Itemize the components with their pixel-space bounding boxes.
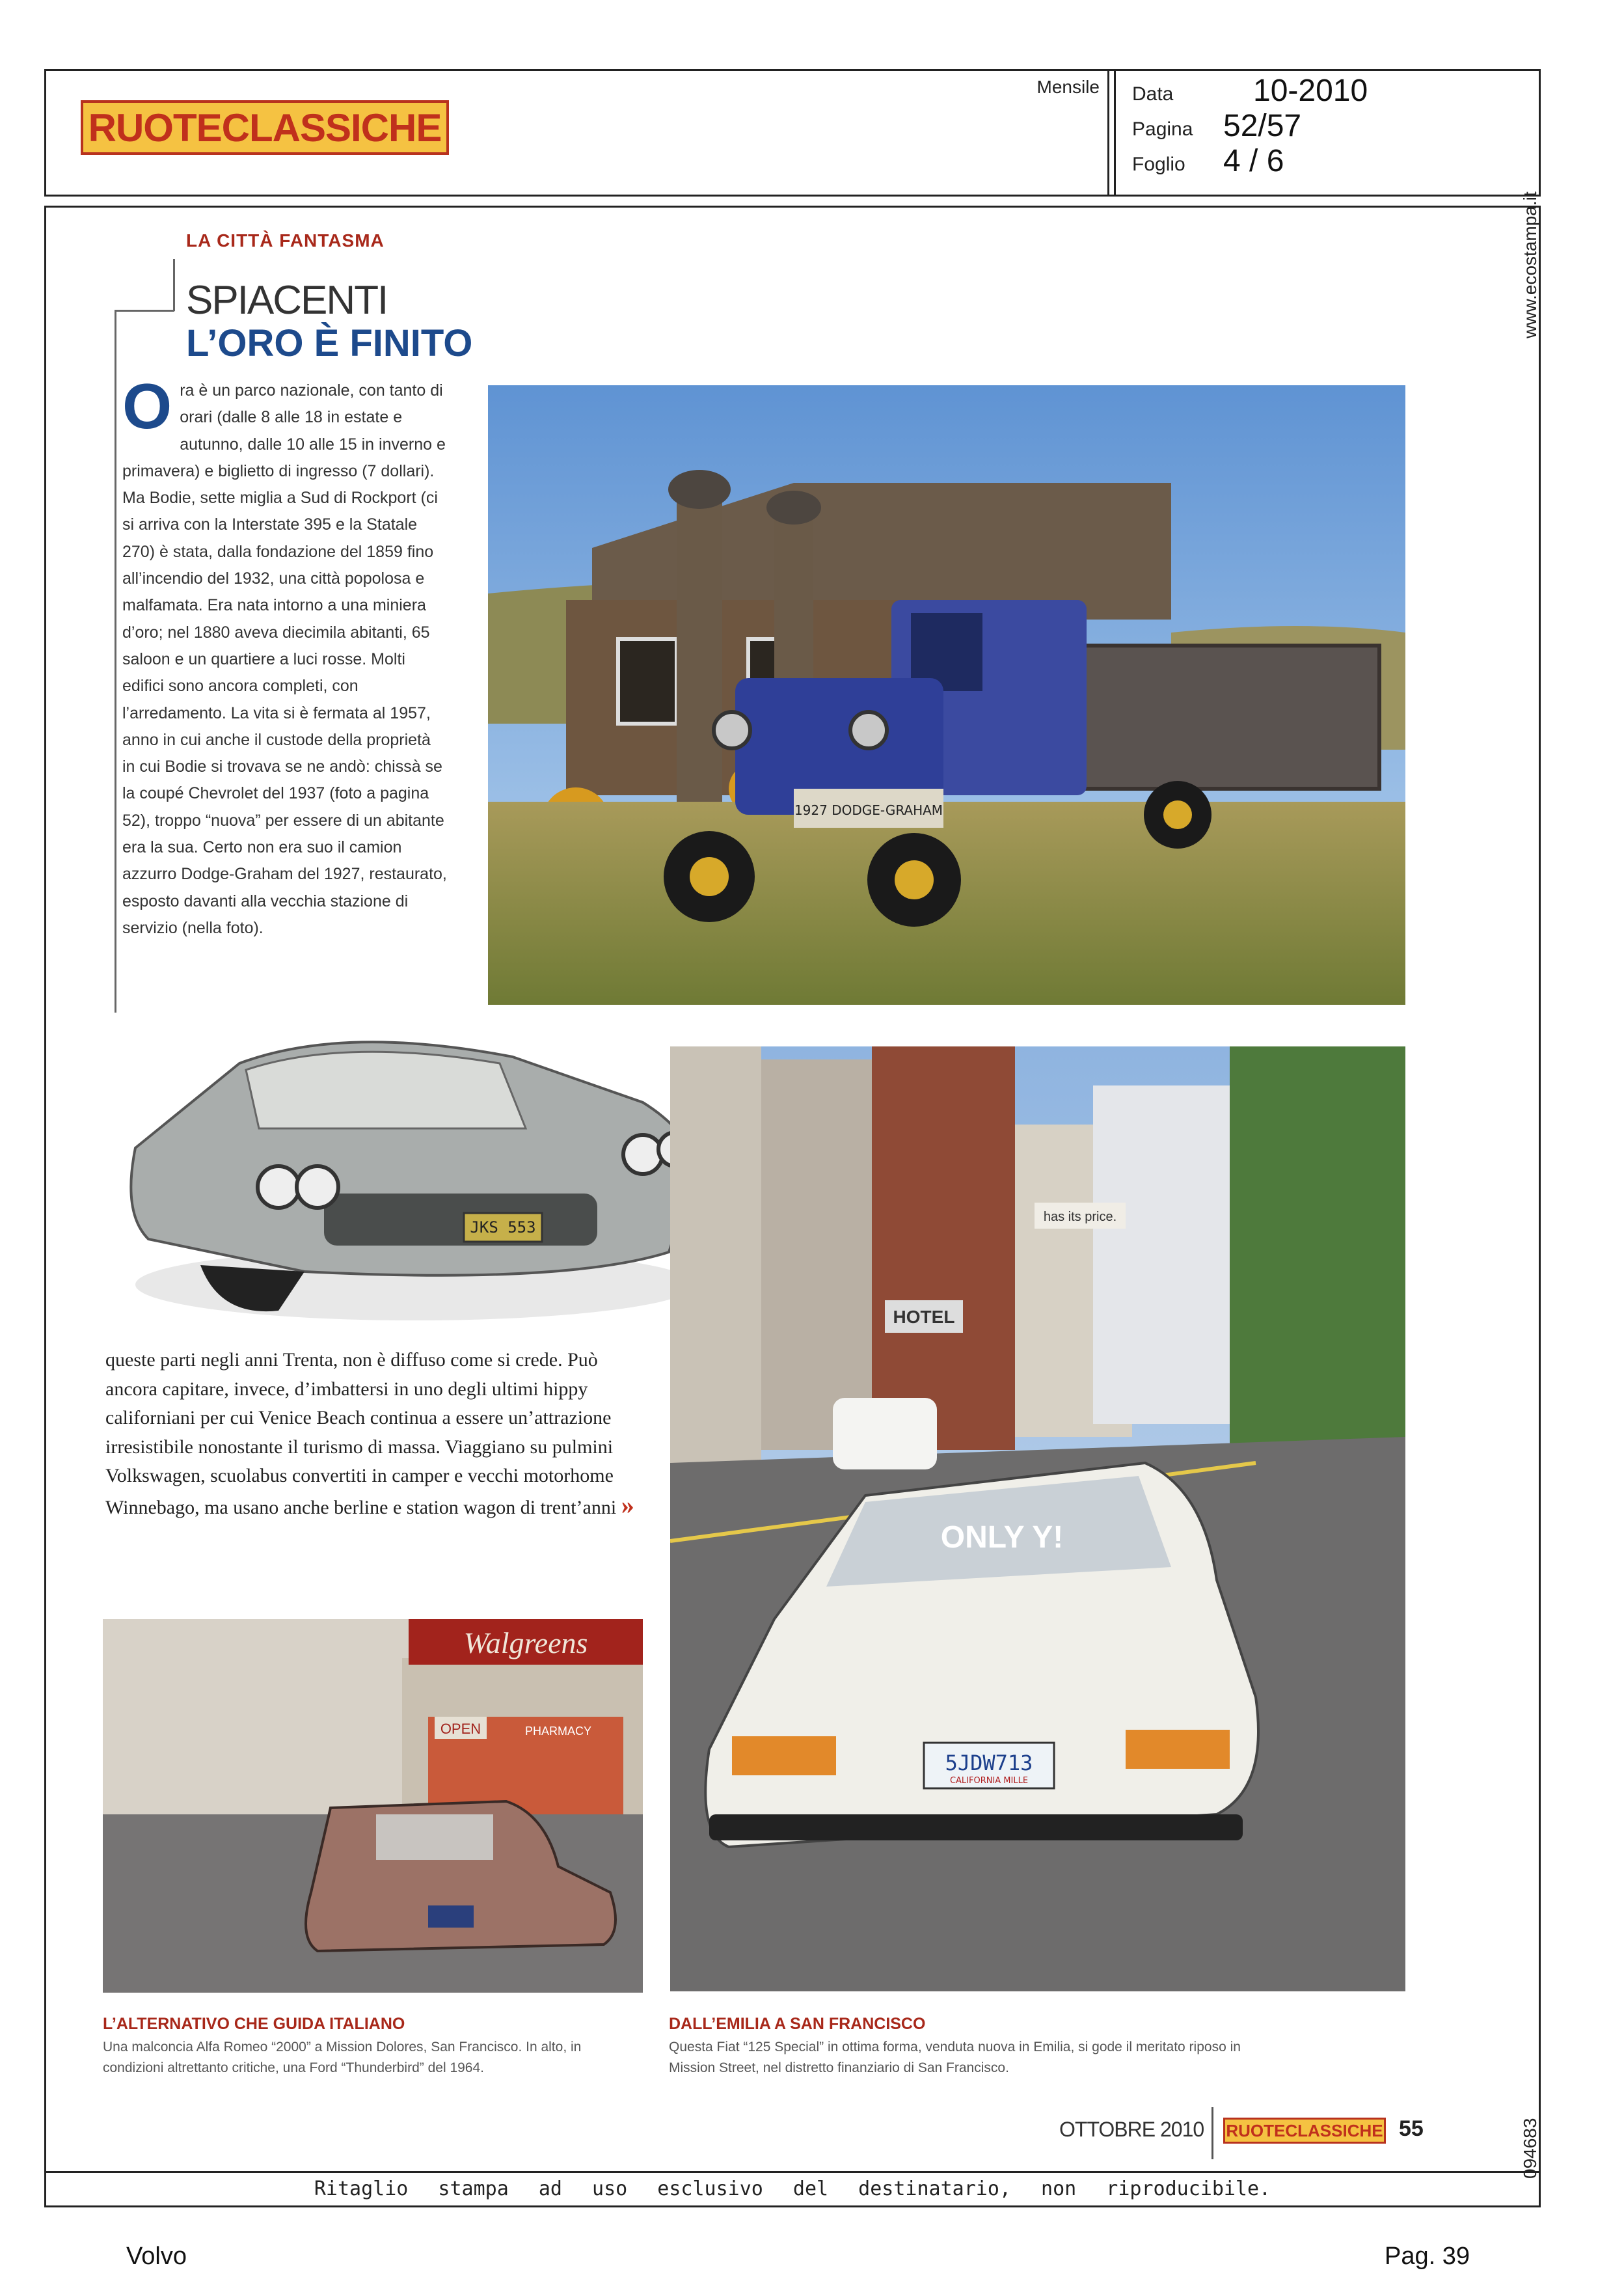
folio-date: OTTOBRE 2010 <box>1059 2118 1204 2141</box>
periodicity: Mensile <box>1036 77 1100 97</box>
caption-right-text: Questa Fiat “125 Special” in ottima forma, venduta nuova in Emilia, si gode il meritato riposo in Mission Street, nel distretto finanziario di San Francisco. <box>669 2040 1241 2075</box>
photo-alfa-romeo-graphic <box>103 1619 643 1993</box>
header-divider <box>1114 69 1116 197</box>
folio-rule <box>1211 2107 1213 2159</box>
footer-page: Pag. 39 <box>1385 2243 1470 2270</box>
photo-mission-street-fiat <box>670 1046 1405 1991</box>
pharmacy-sign: PHARMACY <box>524 1725 592 1738</box>
article-title-line2: L’ORO È FINITO <box>186 322 473 364</box>
continue-mark: » <box>621 1490 634 1520</box>
fiat-window-text: ONLY Y! <box>940 1520 1064 1555</box>
pagina-value: 52/57 <box>1223 109 1302 143</box>
photo-thunderbird <box>109 1005 708 1337</box>
open-sign: OPEN <box>440 1721 481 1737</box>
photo-bodie-truck <box>488 385 1405 1005</box>
clipping-notice: Ritaglio stampa ad uso esclusivo del destinatario, non riproducibile. <box>314 2177 1271 2200</box>
photo-mission-street-graphic <box>670 1046 1405 1991</box>
folio-logo: RUOTECLASSICHE <box>1223 2118 1386 2144</box>
article-continuation <box>105 1346 652 1522</box>
fiat-plate-sub: CALIFORNIA MILLE <box>949 1776 1029 1786</box>
caption-left-text: Una malconcia Alfa Romeo “2000” a Mission Dolores, San Francisco. In alto, in condizioni altrettanto critiche, una Ford “Thunderbird” del 1964. <box>103 2040 582 2075</box>
dropcap: O <box>122 370 172 442</box>
page-number: 55 <box>1399 2116 1424 2141</box>
notice-rule <box>44 2171 1541 2173</box>
hotel-sign: HOTEL <box>893 1307 955 1327</box>
publication-logo: RUOTECLASSICHE <box>81 100 449 155</box>
price-sign: has its price. <box>1043 1210 1117 1224</box>
photo-thunderbird-graphic <box>109 1005 708 1337</box>
foglio-label: Foglio <box>1132 154 1185 175</box>
foglio-value: 4 / 6 <box>1223 144 1284 178</box>
article-continuation-text: queste parti negli anni Trenta, non è diffuso come si crede. Può ancora capitare, invece, d’imbattersi in uno degli ultimi hippy californiani per cui Venice Beach continua a essere un’attrazione irresistibile nonostante il turismo di massa. Viaggiano su pulmini Volkswagen, scuolabus convertiti in camper e vecchi motorhome Winnebago, ma usano anche berline e station wagon di trent’anni <box>105 1349 617 1518</box>
photo-alfa-romeo <box>103 1619 643 1993</box>
deco-line <box>115 310 116 1013</box>
article-title-line1: SPIACENTI <box>186 278 388 323</box>
footer-client: Volvo <box>126 2243 187 2270</box>
walgreens-sign: Walgreens <box>463 1626 588 1659</box>
document-code: 094683 <box>1520 2118 1540 2179</box>
thunderbird-plate: JKS 553 <box>470 1218 536 1236</box>
section-kicker: LA CITTÀ FANTASMA <box>186 230 385 251</box>
pagina-label: Pagina <box>1132 118 1193 140</box>
data-value: 10-2010 <box>1253 74 1368 108</box>
article-body <box>122 370 448 942</box>
deco-line <box>115 310 174 312</box>
caption-left-title: L’ALTERNATIVO CHE GUIDA ITALIANO <box>103 2015 405 2033</box>
header-divider <box>1107 69 1109 197</box>
website-label: www.ecostampa.it <box>1520 191 1540 338</box>
deco-line <box>173 259 175 311</box>
article-body-text: ra è un parco nazionale, con tanto di orari (dalle 8 alle 18 in estate e autunno, dalle 10 alle 15 in inverno e primavera) e biglietto di ingresso (7 dollari). Ma Bodie, sette miglia a Sud di Rockport (ci si arriva con la Interstate 395 e la Statale 270) è stata, dalla fondazione del 1859 fino all’incendio del 1932, una città popolosa e malfamata. Era nata intorno a una miniera d’oro; nel 1880 aveva diecimila abitanti, 65 saloon e un quartiere a luci rosse. Molti edifici sono ancora completi, con l’arredamento. La vita si è fermata al 1957, anno in cui anche il custode della proprietà in cui Bodie si trovava se ne andò: chissà se la coupé Chevrolet del 1937 (foto a pagina 52), troppo “nuova” per essere di un abitante era la sua. Certo non era suo il camion azzurro Dodge-Graham del 1927, restaurato, esposto davanti alla vecchia stazione di servizio (nella foto). <box>122 381 447 937</box>
fiat-plate: 5JDW713 <box>945 1751 1033 1775</box>
caption-right-title: DALL’EMILIA A SAN FRANCISCO <box>669 2015 926 2033</box>
data-label: Data <box>1132 83 1174 105</box>
truck-sign: 1927 DODGE-GRAHAM <box>794 802 943 818</box>
photo-bodie-truck-graphic <box>488 385 1405 1005</box>
